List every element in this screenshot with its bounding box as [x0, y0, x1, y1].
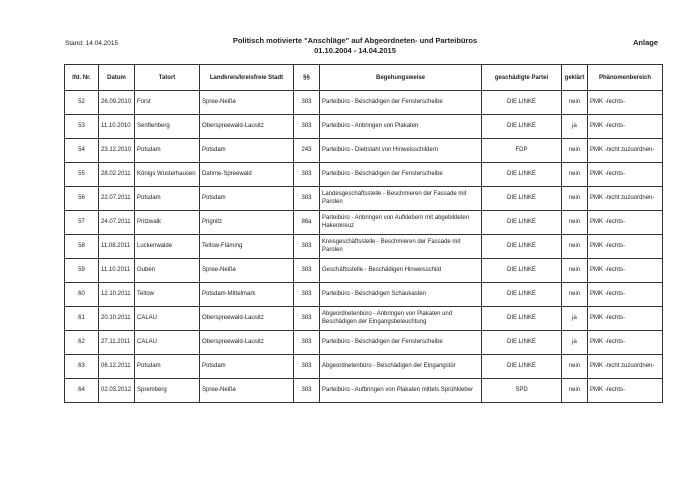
cell-partei: DIE LINKE: [482, 307, 562, 331]
table-row: [65, 187, 663, 211]
cell-geklaert: ja: [562, 307, 588, 331]
table-row: [65, 283, 663, 307]
cell-kreis: Oberspreewald-Lausitz: [200, 331, 294, 355]
cell-partei: DIE LINKE: [482, 235, 562, 259]
cell-weise: Parteibüro - Diebstahl von Hinweisschildern: [320, 139, 482, 163]
cell-bereich: PMK -rechts-: [588, 307, 663, 331]
header-row: [65, 65, 663, 91]
cell-paragraph: 303: [294, 379, 320, 403]
cell-weise: Parteibüro - Beschädigen der Fensterscheibe: [320, 91, 482, 115]
col-header-tatort: Tatort: [135, 65, 200, 91]
cell-nr: 62: [65, 331, 99, 355]
cell-bereich: PMK -rechts-: [588, 115, 663, 139]
cell-tatort: Luckenwalde: [135, 235, 200, 259]
cell-datum: 23.12.2010: [99, 139, 135, 163]
cell-partei: DIE LINKE: [482, 211, 562, 235]
cell-datum: 11.10.2011: [99, 259, 135, 283]
cell-tatort: Teltow: [135, 283, 200, 307]
table-row: [65, 259, 663, 283]
cell-datum: 26.09.2010: [99, 91, 135, 115]
cell-partei: DIE LINKE: [482, 283, 562, 307]
cell-kreis: Spree-Neiße: [200, 91, 294, 115]
cell-bereich: PMK -rechts-: [588, 283, 663, 307]
cell-paragraph: 86a: [294, 211, 320, 235]
cell-weise: Abgeordnetenbüro - Anbringen von Plakaten und Beschädigen der Eingangsbeleuchtung: [320, 307, 482, 331]
cell-kreis: Spree-Neiße: [200, 259, 294, 283]
table-row: [65, 115, 663, 139]
cell-geklaert: nein: [562, 163, 588, 187]
cell-paragraph: 303: [294, 355, 320, 379]
cell-paragraph: 303: [294, 91, 320, 115]
cell-tatort: Spremberg: [135, 379, 200, 403]
cell-bereich: PMK -rechts-: [588, 259, 663, 283]
cell-geklaert: nein: [562, 211, 588, 235]
incident-table: [64, 64, 663, 403]
cell-tatort: CALAU: [135, 307, 200, 331]
cell-paragraph: 303: [294, 163, 320, 187]
table-row: [65, 307, 663, 331]
table-row: [65, 331, 663, 355]
cell-datum: 02.03.2012: [99, 379, 135, 403]
cell-geklaert: nein: [562, 355, 588, 379]
col-header-paragraph: §§: [294, 65, 320, 91]
table-row: [65, 235, 663, 259]
cell-tatort: Königs Wusterhausen: [135, 163, 200, 187]
cell-datum: 11.10.2010: [99, 115, 135, 139]
cell-kreis: Potsdam: [200, 355, 294, 379]
cell-paragraph: 243: [294, 139, 320, 163]
cell-weise: Parteibüro - Beschädigen der Fensterscheibe: [320, 331, 482, 355]
cell-bereich: PMK -rechts-: [588, 91, 663, 115]
cell-geklaert: nein: [562, 259, 588, 283]
cell-geklaert: nein: [562, 235, 588, 259]
cell-partei: DIE LINKE: [482, 331, 562, 355]
col-header-partei: geschädigte Partei: [482, 65, 562, 91]
cell-datum: 22.07.2011: [99, 187, 135, 211]
cell-kreis: Potsdam: [200, 139, 294, 163]
cell-bereich: PMK -nicht zuzuordnen-: [588, 355, 663, 379]
stand-date: Stand: 14.04.2015: [65, 40, 119, 47]
cell-nr: 55: [65, 163, 99, 187]
cell-nr: 52: [65, 91, 99, 115]
cell-weise: Parteibüro - Aufbringen von Plakaten mittels Sprühkleber: [320, 379, 482, 403]
cell-datum: 20.10.2011: [99, 307, 135, 331]
table-row: [65, 211, 663, 235]
cell-weise: Parteibüro - Anbringen von Plakaten: [320, 115, 482, 139]
cell-nr: 60: [65, 283, 99, 307]
cell-kreis: Potsdam-Mittelmark: [200, 283, 294, 307]
cell-paragraph: 303: [294, 115, 320, 139]
cell-geklaert: nein: [562, 283, 588, 307]
cell-kreis: Potsdam: [200, 187, 294, 211]
cell-kreis: Teltow-Fläming: [200, 235, 294, 259]
table-row: [65, 379, 663, 403]
cell-paragraph: 303: [294, 259, 320, 283]
cell-nr: 59: [65, 259, 99, 283]
cell-datum: 28.02.2011: [99, 163, 135, 187]
table-row: [65, 139, 663, 163]
cell-paragraph: 303: [294, 187, 320, 211]
cell-weise: Landesgeschäftsstelle - Beschmieren der Fassade mit Parolen: [320, 187, 482, 211]
cell-paragraph: 303: [294, 307, 320, 331]
cell-weise: Kreisgeschäftsstelle - Beschmieren der Fassade mit Parolen: [320, 235, 482, 259]
cell-partei: FDP: [482, 139, 562, 163]
col-header-nr: lfd. Nr.: [65, 65, 99, 91]
cell-paragraph: 303: [294, 283, 320, 307]
cell-bereich: PMK -rechts-: [588, 331, 663, 355]
cell-tatort: Forst: [135, 91, 200, 115]
cell-geklaert: ja: [562, 115, 588, 139]
cell-kreis: Oberspreewald-Lausitz: [200, 307, 294, 331]
cell-bereich: PMK -rechts-: [588, 163, 663, 187]
col-header-kreis: Landkreis/kreisfreie Stadt: [200, 65, 294, 91]
cell-geklaert: nein: [562, 379, 588, 403]
cell-paragraph: 303: [294, 235, 320, 259]
title-line-2: 01.10.2004 - 14.04.2015: [314, 46, 396, 55]
cell-tatort: Guben: [135, 259, 200, 283]
cell-tatort: Senftenberg: [135, 115, 200, 139]
cell-partei: DIE LINKE: [482, 163, 562, 187]
cell-geklaert: nein: [562, 139, 588, 163]
cell-nr: 63: [65, 355, 99, 379]
cell-partei: SPD: [482, 379, 562, 403]
cell-partei: DIE LINKE: [482, 115, 562, 139]
cell-weise: Parteibüro - Beschädigen der Fensterscheibe: [320, 163, 482, 187]
cell-bereich: PMK -nicht zuzuordnen-: [588, 187, 663, 211]
cell-weise: Abgeordnetenbüro - Beschädigen der Eingangstür: [320, 355, 482, 379]
cell-weise: Geschäftsstelle - Beschädigen Hinweisschild: [320, 259, 482, 283]
cell-partei: DIE LINKE: [482, 355, 562, 379]
cell-tatort: CALAU: [135, 331, 200, 355]
cell-partei: DIE LINKE: [482, 91, 562, 115]
col-header-datum: Datum: [99, 65, 135, 91]
cell-tatort: Potsdam: [135, 139, 200, 163]
cell-bereich: PMK -rechts-: [588, 379, 663, 403]
col-header-bereich: Phänomenbereich: [588, 65, 663, 91]
cell-geklaert: nein: [562, 91, 588, 115]
cell-datum: 27.11.2011: [99, 331, 135, 355]
cell-weise: Parteibüro - Beschädigen Schaukasten: [320, 283, 482, 307]
cell-datum: 11.08.2011: [99, 235, 135, 259]
col-header-weise: Begehungsweise: [320, 65, 482, 91]
cell-nr: 53: [65, 115, 99, 139]
cell-tatort: Pritzwalk: [135, 211, 200, 235]
cell-tatort: Potsdam: [135, 187, 200, 211]
cell-partei: DIE LINKE: [482, 187, 562, 211]
cell-weise: Parteibüro - Anbringen von Aufklebern mit abgebildeten Hakenkreuz: [320, 211, 482, 235]
cell-bereich: PMK -rechts-: [588, 235, 663, 259]
cell-tatort: Potsdam: [135, 355, 200, 379]
anlage-label: Anlage: [632, 38, 658, 47]
cell-datum: 06.12.2011: [99, 355, 135, 379]
cell-geklaert: nein: [562, 187, 588, 211]
title-line-1: Politisch motivierte "Anschläge" auf Abgeordneten- und Parteibüros: [232, 36, 478, 45]
cell-datum: 24.07.2011: [99, 211, 135, 235]
cell-nr: 58: [65, 235, 99, 259]
cell-datum: 12.10.2011: [99, 283, 135, 307]
cell-nr: 64: [65, 379, 99, 403]
cell-nr: 61: [65, 307, 99, 331]
cell-kreis: Dahme-Spreewald: [200, 163, 294, 187]
cell-kreis: Oberspreewald-Lausitz: [200, 115, 294, 139]
cell-kreis: Prignitz: [200, 211, 294, 235]
cell-kreis: Spree-Neiße: [200, 379, 294, 403]
table-row: [65, 163, 663, 187]
cell-nr: 54: [65, 139, 99, 163]
col-header-geklaert: geklärt: [562, 65, 588, 91]
cell-bereich: PMK -nicht zuzuordnen-: [588, 139, 663, 163]
document-title: [200, 36, 510, 56]
table-row: [65, 91, 663, 115]
cell-geklaert: ja: [562, 331, 588, 355]
cell-bereich: PMK -rechts-: [588, 211, 663, 235]
table-row: [65, 355, 663, 379]
cell-partei: DIE LINKE: [482, 259, 562, 283]
cell-nr: 56: [65, 187, 99, 211]
cell-nr: 57: [65, 211, 99, 235]
cell-paragraph: 303: [294, 331, 320, 355]
